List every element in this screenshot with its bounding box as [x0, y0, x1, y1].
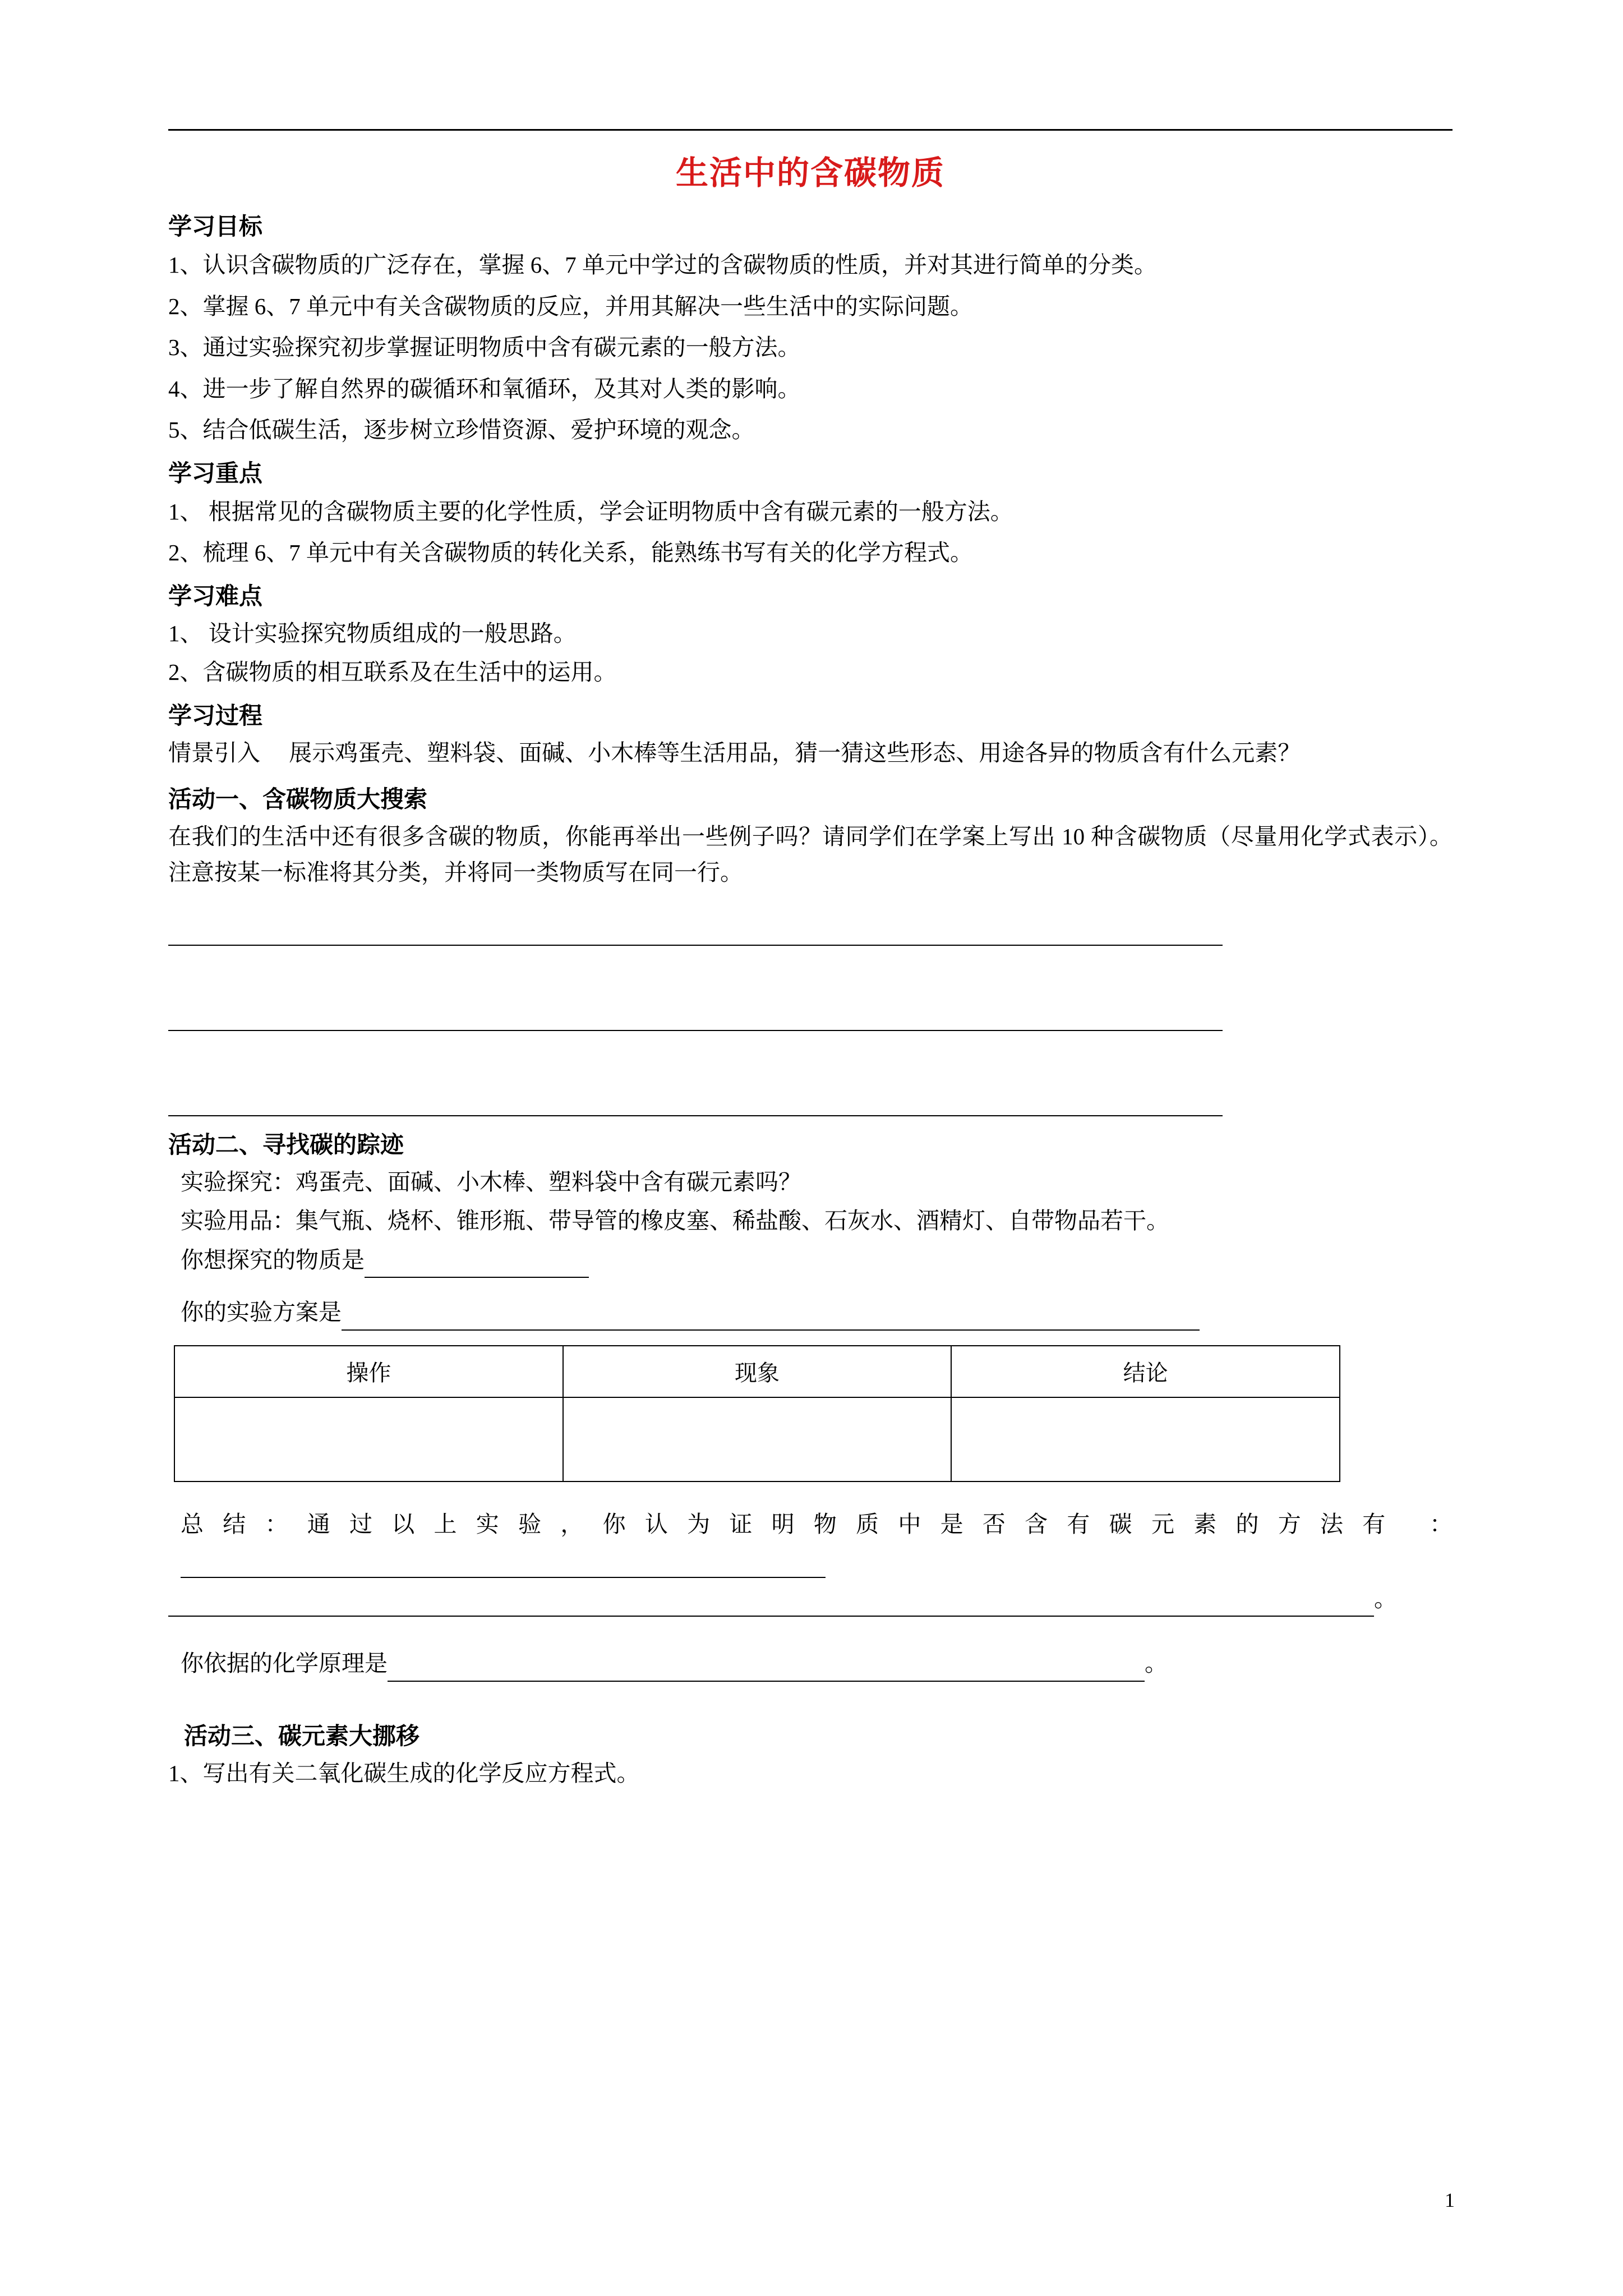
summary-label: 总结：通过以上实验，你认为证明物质中是否含有碳元素的方法有 ：: [181, 1511, 1453, 1537]
table-row[interactable]: [174, 1397, 1340, 1481]
substance-question-label: 你想探究的物质是: [181, 1246, 365, 1273]
principle-blank[interactable]: [388, 1657, 1145, 1682]
plan-question-label: 你的实验方案是: [181, 1299, 342, 1326]
summary-continuation: [168, 1581, 1453, 1617]
plan-question: [168, 1295, 1453, 1331]
activity-two-inquiry: 实验探究：鸡蛋壳、面碱、小木棒、塑料袋中含有碳元素吗？: [181, 1168, 801, 1195]
process-heading: 学习过程: [168, 702, 263, 729]
plan-answer-blank[interactable]: [342, 1306, 1200, 1331]
substance-answer-blank[interactable]: [365, 1253, 589, 1278]
answer-line-2[interactable]: [168, 1030, 1223, 1031]
table-cell[interactable]: [563, 1397, 952, 1481]
difficulties-heading: 学习难点: [168, 582, 263, 609]
experiment-table: [174, 1345, 1340, 1482]
answer-line-3[interactable]: [168, 1115, 1223, 1116]
table-cell[interactable]: [951, 1397, 1340, 1481]
document-body: [168, 129, 1453, 1795]
activity-two-heading: 活动二、寻找碳的踪迹: [168, 1131, 404, 1158]
intro-paragraph: [168, 735, 1453, 771]
objective-item: 4、进一步了解自然界的碳循环和氧循环，及其对人类的影响。: [168, 375, 801, 402]
difficulty-item: 2、含碳物质的相互联系及在生活中的运用。: [168, 659, 617, 685]
answer-line-1[interactable]: [168, 945, 1223, 946]
activity-three-heading: 活动三、碳元素大挪移: [184, 1722, 420, 1749]
activity-three-item: 1、写出有关二氧化碳生成的化学反应方程式。: [168, 1760, 640, 1786]
activity-one-body: 在我们的生活中还有很多含碳的物质，你能再举出一些例子吗？请同学们在学案上写出 10 种含碳物质（尽量用化学式表示）。注意按某一标准将其分类，并将同一类物质写在同一行。: [168, 823, 1453, 886]
key-point-item: 1、 根据常见的含碳物质主要的化学性质，学会证明物质中含有碳元素的一般方法。: [168, 498, 1013, 524]
page-title: 生活中的含碳物质: [675, 155, 945, 191]
page-number: 1: [1445, 2189, 1455, 2211]
objective-item: 5、结合低碳生活，逐步树立珍惜资源、爱护环境的观念。: [168, 417, 755, 443]
principle-question: [168, 1646, 1453, 1682]
summary-blank-1[interactable]: [181, 1553, 826, 1578]
objective-item: 1、认识含碳物质的广泛存在，掌握 6、7 单元中学过的含碳物质的性质，并对其进行简单的分类。: [168, 252, 1157, 278]
principle-period: 。: [1145, 1650, 1168, 1677]
difficulty-item: 1、 设计实验探究物质组成的一般思路。: [168, 620, 577, 646]
activity-one-heading: 活动一、含碳物质大搜索: [168, 786, 428, 813]
summary-blank-2[interactable]: [168, 1592, 1374, 1617]
table-header-row: [174, 1346, 1340, 1397]
objective-item: 2、掌握 6、7 单元中有关含碳物质的反应，并用其解决一些生活中的实际问题。: [168, 293, 973, 319]
key-points-heading: 学习重点: [168, 459, 263, 486]
header-rule: [168, 129, 1453, 131]
intro-text: 展示鸡蛋壳、塑料袋、面碱、小木棒等生活用品，猜一猜这些形态、用途各异的物质含有什么元素？: [289, 739, 1301, 766]
table-cell[interactable]: [174, 1397, 563, 1481]
summary-period: 。: [1374, 1585, 1397, 1612]
objective-item: 3、通过实验探究初步掌握证明物质中含有碳元素的一般方法。: [168, 334, 801, 361]
key-point-item: 2、梳理 6、7 单元中有关含碳物质的转化关系，能熟练书写有关的化学方程式。: [168, 540, 973, 566]
principle-label: 你依据的化学原理是: [181, 1650, 388, 1677]
table-header-cell: 结论: [951, 1346, 1340, 1397]
summary-question: [168, 1507, 1453, 1578]
table-header-cell: 操作: [174, 1346, 563, 1397]
activity-two-materials: 实验用品：集气瓶、烧杯、锥形瓶、带导管的橡皮塞、稀盐酸、石灰水、酒精灯、自带物品若干。: [181, 1208, 1169, 1234]
table-header-cell: 现象: [563, 1346, 952, 1397]
objectives-heading: 学习目标: [168, 213, 263, 240]
substance-question: [168, 1243, 1453, 1278]
intro-label: 情景引入: [168, 739, 260, 766]
